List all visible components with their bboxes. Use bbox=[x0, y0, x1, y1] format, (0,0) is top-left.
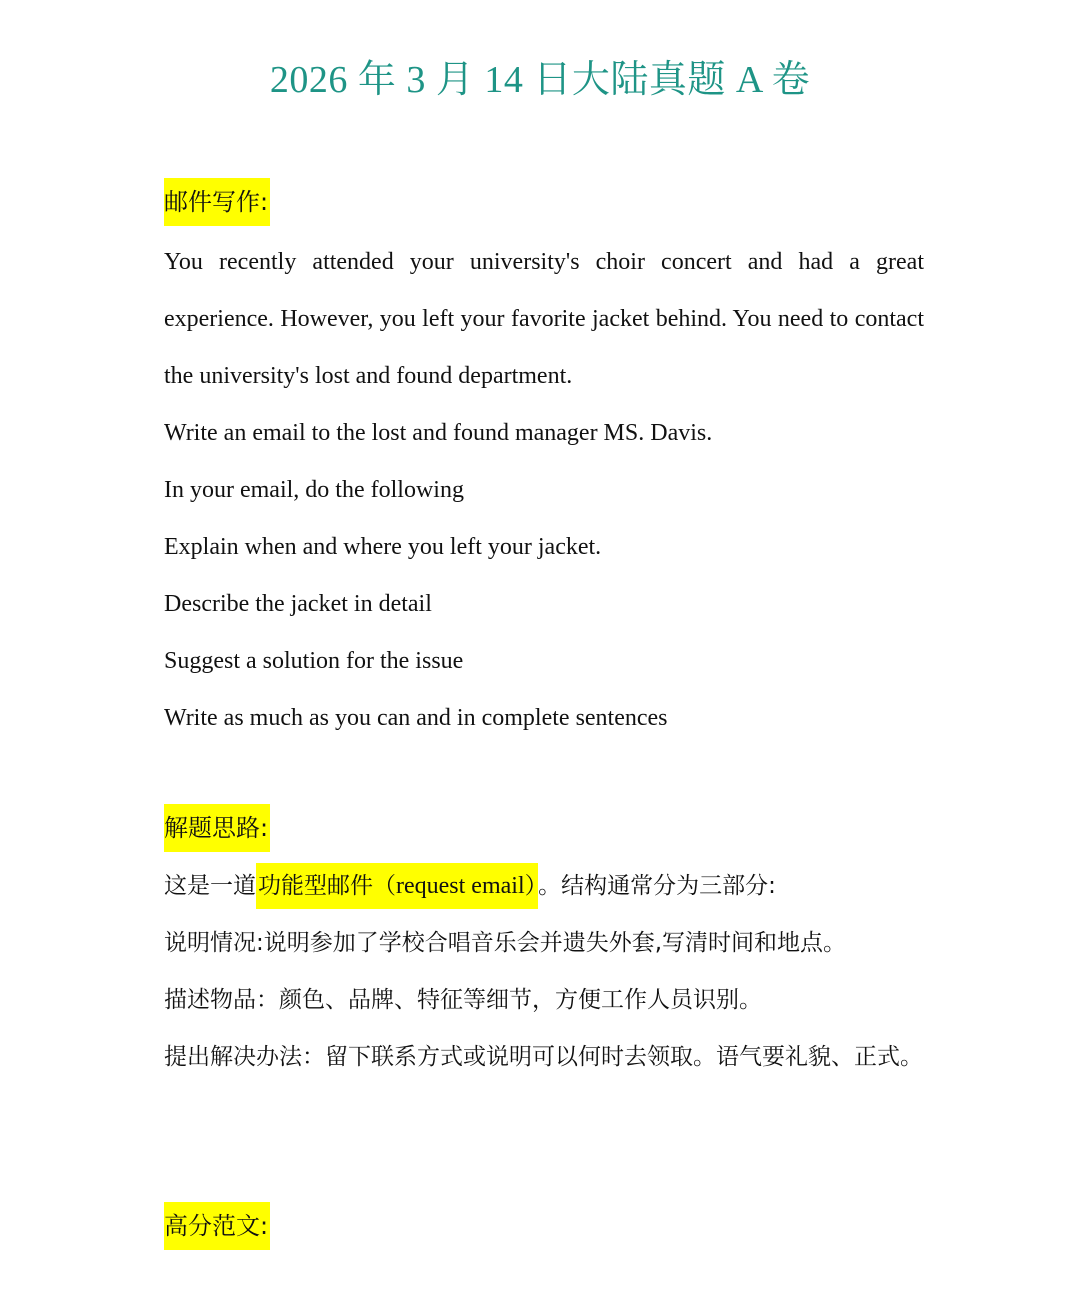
intro-highlight-close: ） bbox=[524, 873, 537, 899]
email-section bbox=[164, 178, 924, 226]
prompt-line: Write as much as you can and in complete sentences bbox=[164, 705, 668, 731]
section-heading-sample: 高分范文: bbox=[164, 1202, 270, 1250]
prompt-line: Suggest a solution for the issue bbox=[164, 648, 464, 674]
intro-after: 。结构通常分为三部分: bbox=[538, 873, 776, 899]
approach-point: 说明情况:说明参加了学校合唱音乐会并遗失外套,写清时间和地点。 bbox=[164, 930, 847, 956]
approach-point: 提出解决办法：留下联系方式或说明可以何时去领取。语气要礼貌、正式。 bbox=[164, 1044, 923, 1070]
intro-highlight-cn: 功能型邮件（ bbox=[258, 873, 396, 899]
page-title: 2026 年 3 月 14 日大陆真题 A 卷 bbox=[269, 59, 811, 101]
prompt-line: In your email, do the following bbox=[164, 477, 464, 503]
prompt-line: Explain when and where you left your jacket. bbox=[164, 534, 602, 560]
intro-highlight bbox=[256, 863, 538, 909]
prompt-line: Write an email to the lost and found manager MS. Davis. bbox=[164, 420, 713, 446]
approach-body bbox=[164, 858, 924, 1086]
intro-highlight-en: request email bbox=[396, 873, 525, 899]
intro-before: 这是一道 bbox=[164, 873, 256, 899]
approach-point: 描述物品：颜色、品牌、特征等细节，方便工作人员识别。 bbox=[164, 987, 762, 1013]
section-heading-email: 邮件写作: bbox=[164, 178, 270, 226]
email-prompt bbox=[164, 234, 924, 747]
approach-intro bbox=[164, 858, 924, 915]
section-heading-approach: 解题思路: bbox=[164, 804, 270, 852]
sample-section bbox=[164, 1202, 924, 1250]
prompt-paragraph: You recently attended your university's choir concert and had a great experience. However, you left your favorite jacket behind. You need to contact the university's lost and found department. bbox=[164, 249, 924, 389]
approach-section bbox=[164, 804, 924, 852]
prompt-line: Describe the jacket in detail bbox=[164, 591, 432, 617]
